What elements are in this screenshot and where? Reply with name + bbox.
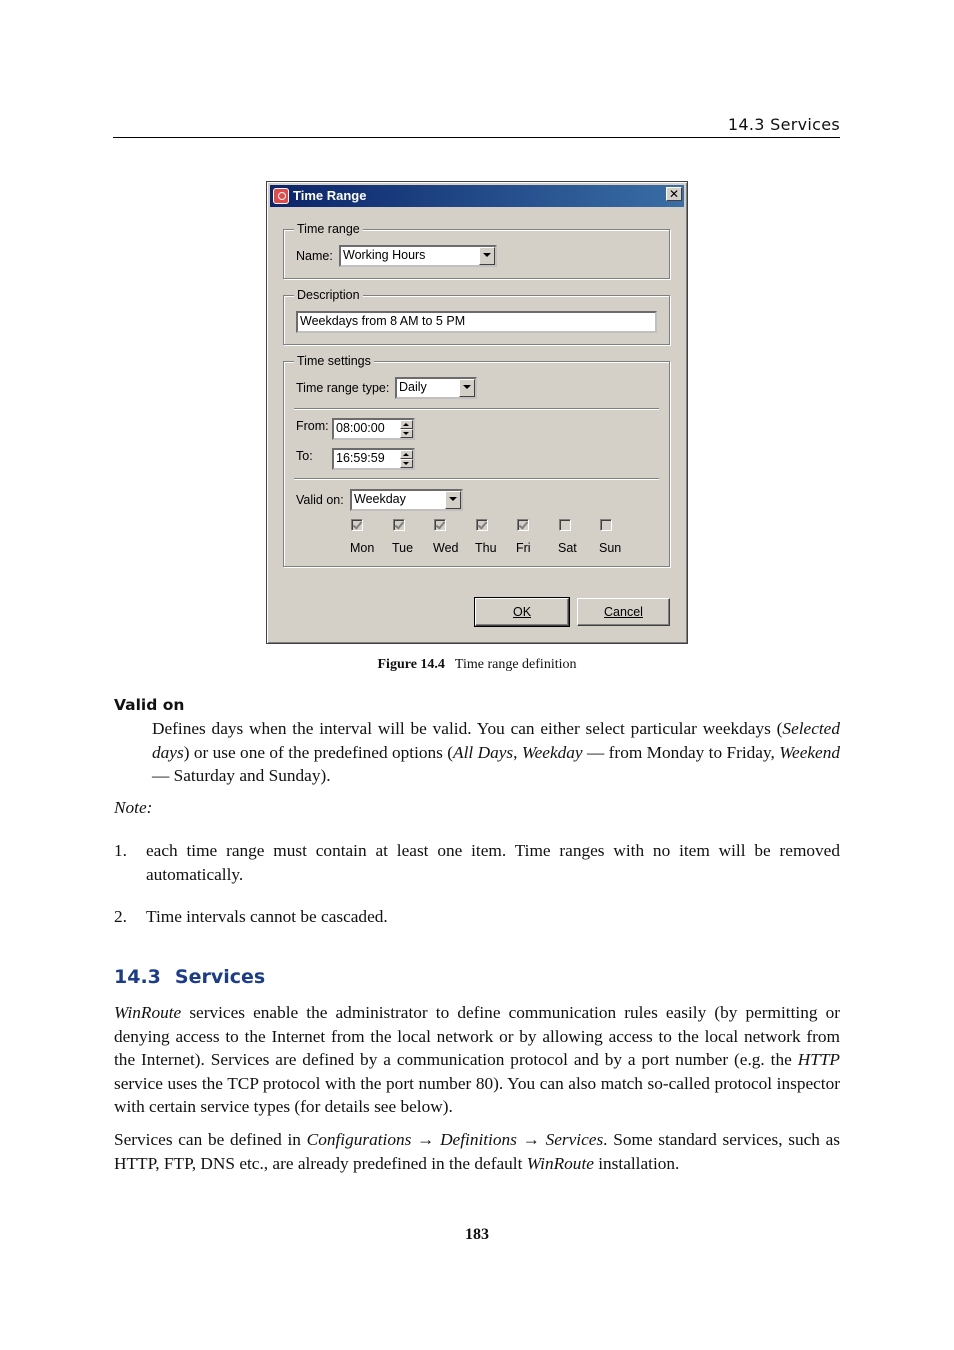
chevron-down-icon[interactable] <box>479 247 495 265</box>
description-group <box>283 288 670 345</box>
spinner-icon[interactable] <box>400 450 413 468</box>
to-label: To: <box>296 449 313 463</box>
spinner-icon[interactable] <box>400 420 413 438</box>
text-run: Weekend <box>779 742 840 762</box>
figure-label: Figure 14.4 <box>377 657 445 672</box>
figure-caption-text: Time range definition <box>454 657 577 672</box>
checkbox-sat[interactable] <box>559 519 571 531</box>
from-label: From: <box>296 419 329 433</box>
text-run: service uses the TCP protocol with the port number 80). You can also match so-called protocol inspector with certain service types (for details see below). <box>114 1073 840 1116</box>
text-run: Selected days <box>152 719 840 762</box>
chevron-down-icon[interactable] <box>459 379 475 397</box>
list-item-number: 1. <box>114 841 127 860</box>
text-run: WinRoute <box>114 1003 182 1022</box>
range-type-value: Daily <box>399 380 427 394</box>
text-run: Definitions <box>440 1130 517 1149</box>
day-label: Sun <box>599 541 622 555</box>
text-run: Configurations <box>306 1130 412 1149</box>
valid-on-label: Valid on: <box>296 493 344 507</box>
name-value: Working Hours <box>343 248 426 262</box>
list-item: Time intervals cannot be cascaded. <box>146 907 388 926</box>
definition-paragraph <box>152 717 840 788</box>
dialog-titlebar <box>270 185 684 207</box>
text-run: ) or use one of the predefined options ( <box>183 742 454 762</box>
separator <box>294 478 659 480</box>
day-label: Sat <box>558 541 577 555</box>
name-label: Name: <box>296 249 333 263</box>
text-run: WinRoute <box>526 1153 594 1173</box>
chevron-down-icon[interactable] <box>445 491 461 509</box>
section-number: 14.3 <box>114 966 161 988</box>
text-run: Services can be defined in <box>114 1130 307 1149</box>
checkbox-fri[interactable] <box>517 519 529 531</box>
text-run: Weekday <box>521 742 583 762</box>
dialog-title: Time Range <box>293 188 367 203</box>
text-run: Defines days when the interval will be valid. You can either select particular weekdays ( <box>152 719 783 738</box>
separator <box>294 408 659 410</box>
list-item-number: 2. <box>114 907 127 926</box>
header-rule <box>113 137 840 138</box>
time-settings-legend: Time settings <box>294 353 374 369</box>
arrow-icon: → <box>516 1130 546 1149</box>
valid-on-dropdown[interactable] <box>350 489 463 511</box>
running-header: 14.3 Services <box>727 115 840 134</box>
description-value: Weekdays from 8 AM to 5 PM <box>300 314 466 328</box>
day-label: Thu <box>475 541 497 555</box>
list-item: each time range must contain at least one item. Time ranges with no item will be removed automatically. <box>146 841 840 884</box>
from-time-stepper[interactable] <box>332 418 415 440</box>
text-run: . Some standard services, such as HTTP, FTP, DNS etc., are already predefined in the default <box>114 1130 841 1173</box>
description-legend: Description <box>294 287 363 303</box>
time-range-dialog <box>266 181 688 644</box>
text-run: — from Monday to Friday, <box>582 742 780 762</box>
section-heading <box>114 966 265 988</box>
time-range-group <box>283 222 670 279</box>
checkbox-wed[interactable] <box>434 519 446 531</box>
text-run: Services <box>545 1130 604 1149</box>
range-type-dropdown[interactable] <box>395 377 477 399</box>
name-dropdown[interactable] <box>339 245 497 267</box>
day-label: Fri <box>516 541 531 555</box>
valid-on-value: Weekday <box>354 492 406 506</box>
day-label: Tue <box>392 541 414 555</box>
term-heading: Valid on <box>114 696 185 714</box>
services-paragraph <box>114 1001 840 1119</box>
checkbox-thu[interactable] <box>476 519 488 531</box>
cancel-button[interactable]: Cancel <box>577 598 670 626</box>
text-run: installation. <box>593 1153 680 1173</box>
arrow-icon: → <box>411 1130 441 1149</box>
from-value: 08:00:00 <box>336 421 385 435</box>
day-label: Mon <box>350 541 375 555</box>
page-number: 183 <box>465 1226 489 1243</box>
section-title: Services <box>174 966 266 988</box>
figure-caption <box>0 657 954 673</box>
checkbox-mon[interactable] <box>351 519 363 531</box>
text-run: services enable the administrator to define communication rules easily (by permitting or denying access to the Internet from the local network or by allowing access to the local network from the Internet). Services are defined by a communication protocol and by a port number (e.g. the <box>114 1003 840 1069</box>
to-time-stepper[interactable] <box>332 448 415 470</box>
time-range-legend: Time range <box>294 221 363 237</box>
checkbox-tue[interactable] <box>393 519 405 531</box>
ok-button[interactable]: OK <box>475 598 569 626</box>
note-label: Note: <box>114 798 153 817</box>
day-label: Wed <box>433 541 459 555</box>
services-config-paragraph <box>114 1128 840 1175</box>
text-run: — Saturday and Sunday). <box>152 766 331 785</box>
description-field[interactable] <box>296 311 657 333</box>
to-value: 16:59:59 <box>336 451 385 465</box>
time-settings-group <box>283 354 670 567</box>
close-icon[interactable]: ✕ <box>666 187 682 201</box>
range-type-label: Time range type: <box>296 381 390 395</box>
app-icon <box>273 188 289 204</box>
text-run: All Days <box>453 742 514 762</box>
text-run: , <box>513 742 522 762</box>
text-run: HTTP <box>797 1050 840 1069</box>
checkbox-sun[interactable] <box>600 519 612 531</box>
